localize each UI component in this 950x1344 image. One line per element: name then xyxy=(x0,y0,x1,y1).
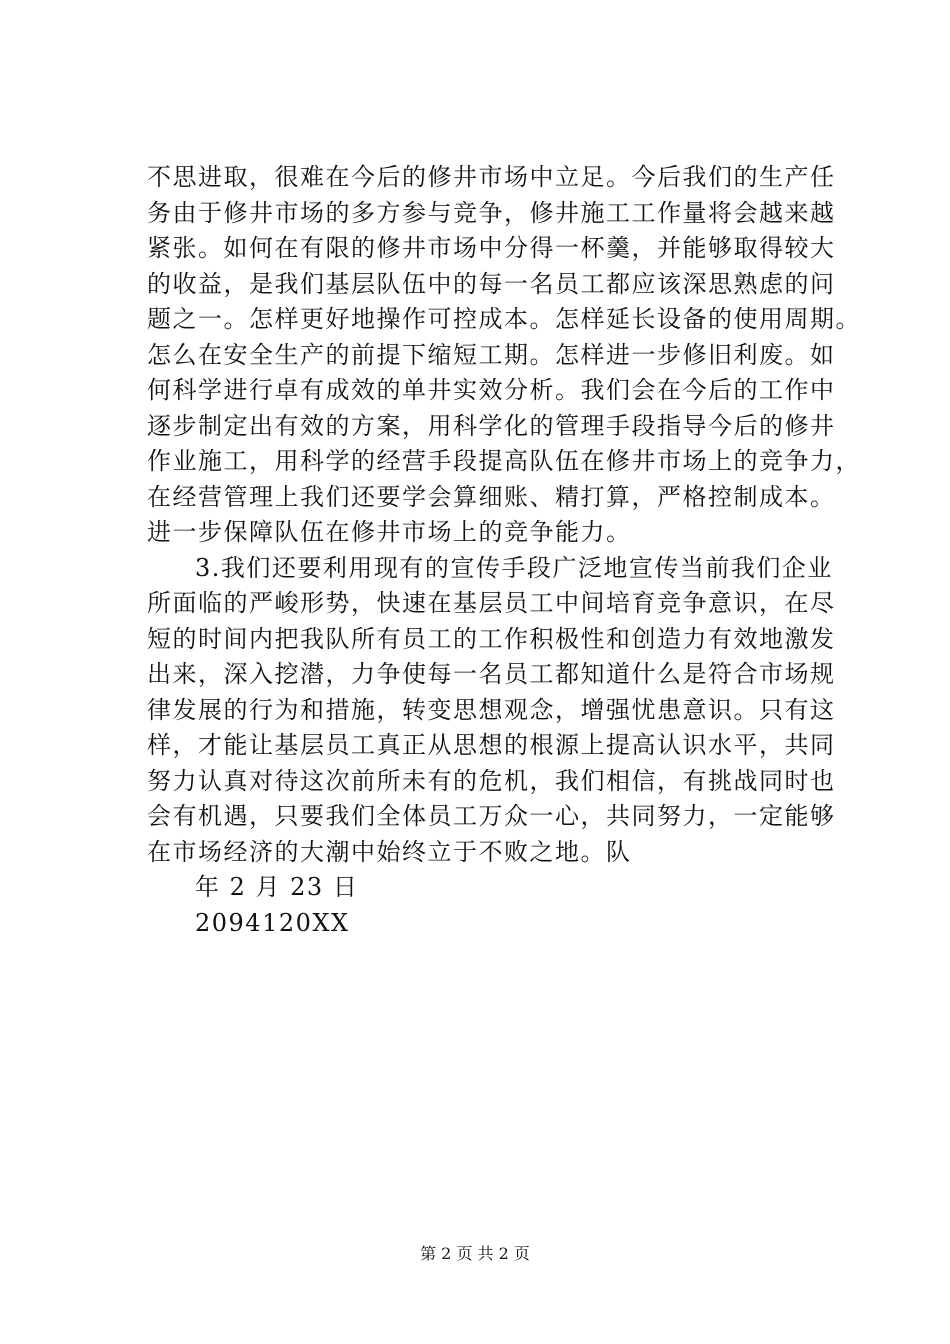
text-line: 在市场经济的大潮中始终立于不败之地。队 xyxy=(147,837,632,866)
text-line: 律发展的行为和措施，转变思想观念，增强忧患意识。只有这 xyxy=(147,695,836,724)
paragraph-start-line: 3.我们还要利用现有的宣传手段广泛地宣传当前我们企业 xyxy=(195,553,833,582)
text-line: 逐步制定出有效的方案，用科学化的管理手段指导今后的修井 xyxy=(147,411,836,440)
text-line: 怎么在安全生产的前提下缩短工期。怎样进一步修旧利废。如 xyxy=(147,340,836,369)
text-line: 会有机遇，只要我们全体员工万众一心，共同努力，一定能够 xyxy=(147,802,836,830)
text-line: 题之一。怎样更好地操作可控成本。怎样延长设备的使用周期。 xyxy=(147,305,861,333)
text-line: 所面临的严峻形势，快速在基层员工中间培育竞争意识，在尽 xyxy=(147,589,836,617)
text-line: 何科学进行卓有成效的单井实效分析。我们会在今后的工作中 xyxy=(147,376,836,404)
text-line: 努力认真对待这次前所未有的危机，我们相信，有挑战同时也 xyxy=(147,766,836,795)
text-line: 作业施工，用科学的经营手段提高队伍在修井市场上的竞争力， xyxy=(147,447,861,475)
text-line: 在经营管理上我们还要学会算细账、精打算，严格控制成本。 xyxy=(147,482,836,511)
page-footer: 第 2 页 共 2 页 xyxy=(420,1244,530,1263)
text-line: 样，才能让基层员工真正从思想的根源上提高认识水平，共同 xyxy=(147,731,836,759)
text-line: 务由于修井市场的多方参与竞争，修井施工工作量将会越来越 xyxy=(147,198,836,227)
date-line: 年 2 月 23 日 xyxy=(195,873,359,901)
text-line: 紧张。如何在有限的修井市场中分得一杯羹，并能够取得较大 xyxy=(147,234,836,262)
text-line: 出来，深入挖潜，力争使每一名员工都知道什么是符合市场规 xyxy=(147,660,836,688)
text-line: 进一步保障队伍在修井市场上的竞争能力。 xyxy=(147,518,632,546)
text-line: 的收益，是我们基层队伍中的每一名员工都应该深思熟虑的问 xyxy=(147,269,836,298)
document-body xyxy=(147,160,861,941)
text-line: 短的时间内把我队所有员工的工作积极性和创造力有效地激发 xyxy=(147,624,836,653)
document-code-line: 2094120XX xyxy=(195,908,350,937)
text-line: 不思进取，很难在今后的修井市场中立足。今后我们的生产任 xyxy=(147,163,836,191)
